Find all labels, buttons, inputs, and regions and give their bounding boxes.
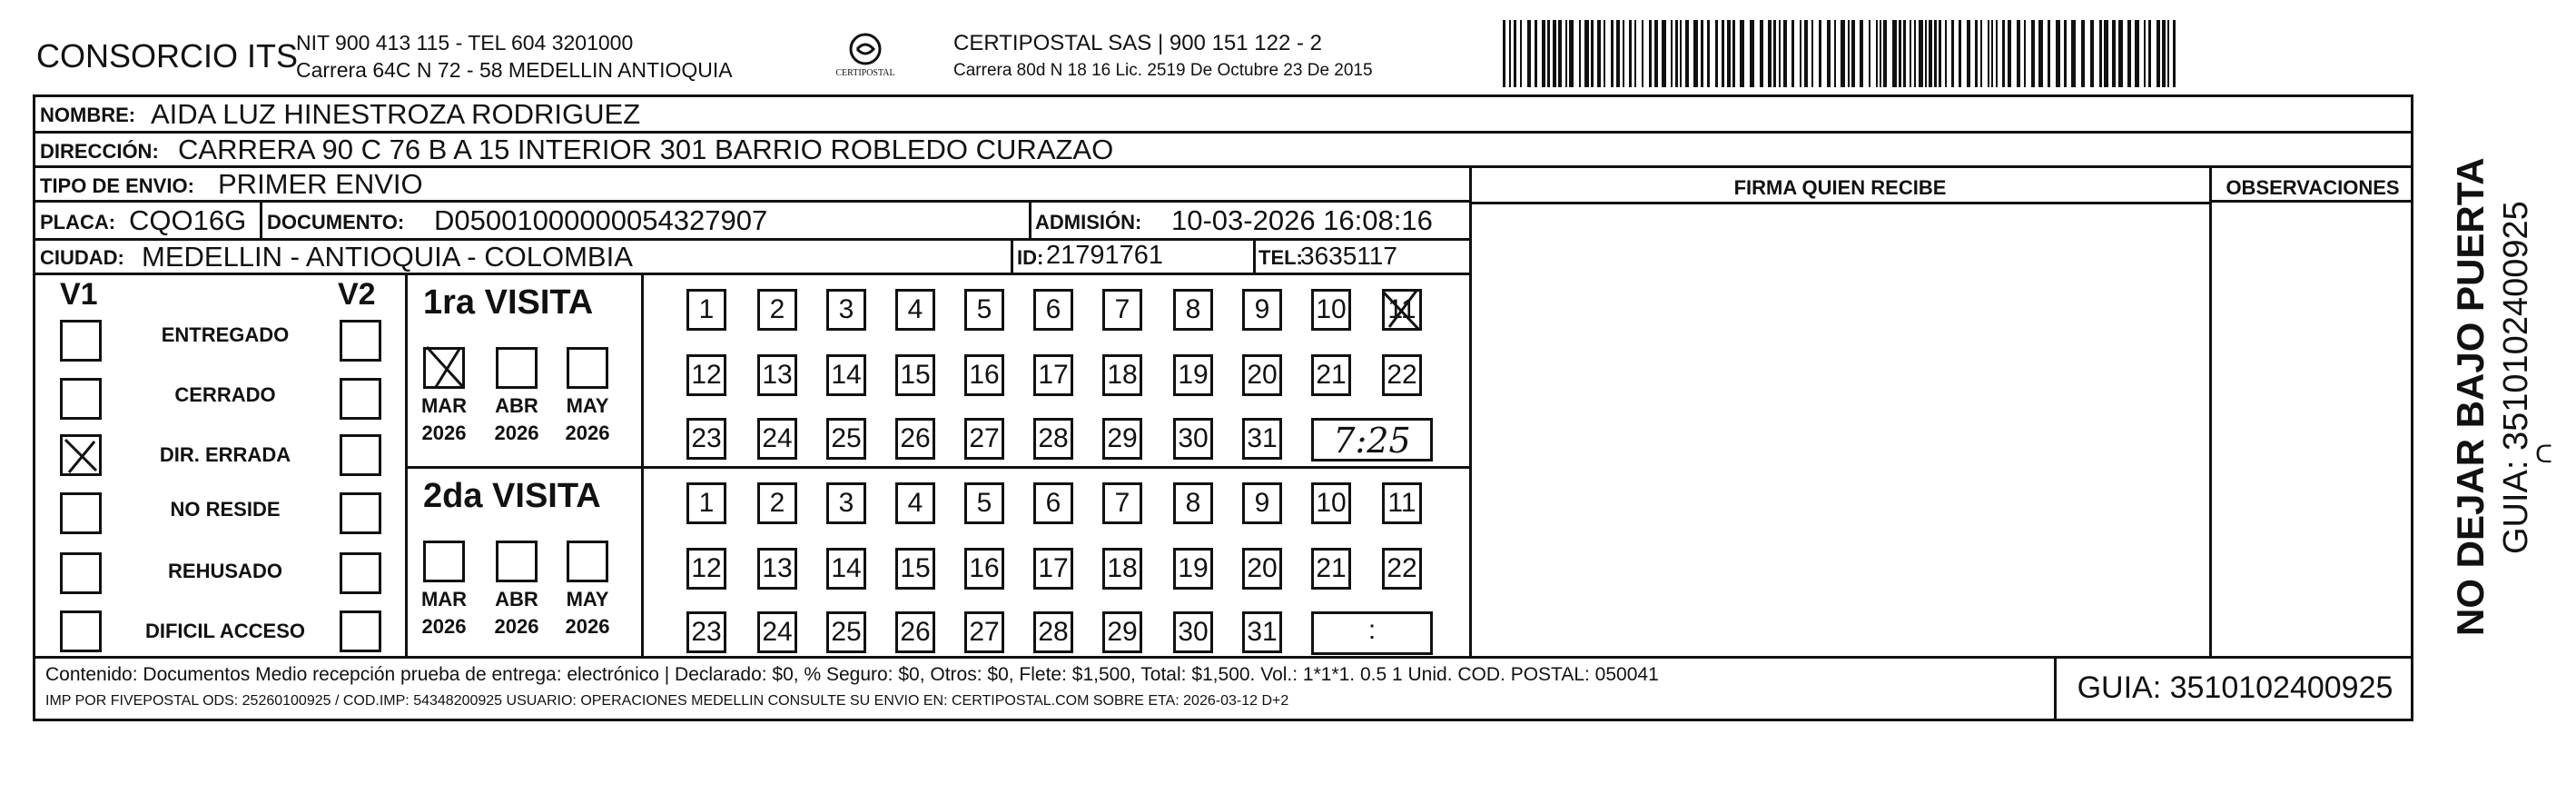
day-box[interactable]: 20 <box>1242 548 1282 590</box>
day-box[interactable]: 25 <box>826 418 866 460</box>
status-reason-label: REHUSADO <box>168 560 282 582</box>
time-value: 7:25 <box>1333 421 1411 461</box>
tipo-envio-label: TIPO DE ENVIO: <box>40 174 194 197</box>
logo-text: CERTIPOSTAL <box>835 68 895 78</box>
tel-value: 3635117 <box>1300 242 1397 270</box>
month-label: MAR <box>420 588 468 610</box>
v1-check-mark <box>60 434 102 476</box>
company-name: CONSORCIO ITS <box>36 37 299 74</box>
day-box[interactable]: 31 <box>1242 611 1282 653</box>
observaciones-header: OBSERVACIONES <box>2226 176 2400 199</box>
year-label: 2026 <box>565 422 610 444</box>
day-box[interactable]: 17 <box>1033 548 1073 590</box>
day-box[interactable]: 11 <box>1382 482 1422 524</box>
ciudad-label: CIUDAD: <box>40 246 124 269</box>
carrier-address: Carrera 80d N 18 16 Lic. 2519 De Octubre 23 De 2015 <box>953 61 1373 80</box>
day-box[interactable]: 14 <box>826 548 866 590</box>
status-reason-label: ENTREGADO <box>161 323 290 346</box>
documento-label: DOCUMENTO: <box>267 211 405 233</box>
day-box[interactable]: 19 <box>1173 548 1213 590</box>
day-box[interactable]: 12 <box>686 354 726 396</box>
company-address: Carrera 64C N 72 - 58 MEDELLIN ANTIOQUIA <box>296 58 733 82</box>
time-value: : <box>1367 615 1377 645</box>
status-reason-label: CERRADO <box>174 383 276 406</box>
year-label: 2026 <box>494 615 539 638</box>
v2-checkbox[interactable] <box>340 552 381 594</box>
day-box[interactable]: 25 <box>826 611 866 653</box>
footer-imp: IMP POR FIVEPOSTAL ODS: 25260100925 / COD.IMP: 54348200925 USUARIO: OPERACIONES MEDELLIN CONSULTE SU ENVIO EN: CERTIPOSTAL.COM SOBRE ETA: 2026-03-12 D+2 <box>45 693 1289 709</box>
v2-checkbox[interactable] <box>340 610 381 652</box>
day-box[interactable]: 24 <box>757 611 797 653</box>
barcode <box>1503 20 2184 87</box>
firma-header: FIRMA QUIEN RECIBE <box>1733 176 1947 199</box>
day-box[interactable]: 5 <box>964 482 1004 524</box>
day-box[interactable]: 30 <box>1173 611 1213 653</box>
month-check-mark <box>423 343 469 391</box>
status-reason-label: DIR. ERRADA <box>159 443 291 466</box>
day-box[interactable]: 5 <box>964 289 1004 331</box>
side-guia: GUIA: 3510102400925 <box>2497 201 2535 554</box>
day-box[interactable]: 18 <box>1102 548 1142 590</box>
day-box[interactable]: 2 <box>757 289 797 331</box>
month-label: MAY <box>566 394 609 417</box>
direccion-value: CARRERA 90 C 76 B A 15 INTERIOR 301 BARRIO ROBLEDO CURAZAO <box>178 134 1114 165</box>
v2-checkbox[interactable] <box>340 320 381 362</box>
placa-value: CQO16G <box>129 204 247 236</box>
month-checkbox[interactable] <box>567 347 608 389</box>
id-value: 21791761 <box>1046 241 1164 270</box>
side-notice: NO DEJAR BAJO PUERTA <box>2449 157 2492 636</box>
day-box[interactable]: 26 <box>895 418 935 460</box>
footer-guia: GUIA: 3510102400925 <box>2077 670 2393 705</box>
day-box[interactable]: 23 <box>686 611 726 653</box>
v1-checkbox[interactable] <box>60 552 102 594</box>
day-box[interactable]: 27 <box>964 611 1004 653</box>
day-box[interactable]: 8 <box>1173 482 1213 524</box>
day-box[interactable]: 17 <box>1033 354 1073 396</box>
v1-checkbox[interactable] <box>60 378 102 420</box>
month-checkbox[interactable] <box>496 541 538 582</box>
day-box[interactable]: 1 <box>686 289 726 331</box>
visit-title: 1ra VISITA <box>423 283 594 322</box>
v1-checkbox[interactable] <box>60 610 102 652</box>
day-box[interactable]: 20 <box>1242 354 1282 396</box>
day-box[interactable]: 1 <box>686 482 726 524</box>
day-box[interactable]: 22 <box>1382 354 1422 396</box>
day-box[interactable]: 9 <box>1242 482 1282 524</box>
certipostal-logo <box>834 31 897 85</box>
day-box[interactable]: 4 <box>895 482 935 524</box>
day-check-mark <box>1378 283 1427 334</box>
day-box[interactable]: 7 <box>1102 289 1142 331</box>
company-nit: NIT 900 413 115 - TEL 604 3201000 <box>296 31 634 55</box>
day-box[interactable]: 28 <box>1033 418 1073 460</box>
year-label: 2026 <box>494 422 539 444</box>
admision-value: 10-03-2026 16:08:16 <box>1171 204 1433 236</box>
year-label: 2026 <box>421 422 467 444</box>
day-box[interactable]: 12 <box>686 548 726 590</box>
v2-label: V2 <box>338 277 376 312</box>
month-label: MAR <box>420 394 468 417</box>
v1-checkbox[interactable] <box>60 492 102 534</box>
footer-content: Contenido: Documentos Medio recepción prueba de entrega: electrónico | Declarado: $0, % Seguro: $0, Otros: $0, Flete: $1,500, Total: $1,500. Vol.: 1*1*1. 0.5 1 Unid. COD. POSTAL: 050041 <box>45 664 1659 685</box>
year-label: 2026 <box>421 615 467 638</box>
day-box[interactable]: 3 <box>826 289 866 331</box>
ciudad-value: MEDELLIN - ANTIOQUIA - COLOMBIA <box>142 241 633 273</box>
day-box[interactable]: 6 <box>1033 482 1073 524</box>
month-checkbox[interactable] <box>423 541 465 582</box>
day-box[interactable]: 4 <box>895 289 935 331</box>
day-box[interactable]: 14 <box>826 354 866 396</box>
day-box[interactable]: 15 <box>895 354 935 396</box>
v2-checkbox[interactable] <box>340 434 381 476</box>
day-box[interactable]: 13 <box>757 354 797 396</box>
day-box[interactable]: 21 <box>1311 354 1351 396</box>
day-box[interactable]: 18 <box>1102 354 1142 396</box>
v2-checkbox[interactable] <box>340 378 381 420</box>
month-label: ABR <box>495 588 538 610</box>
visit-title: 2da VISITA <box>423 477 601 515</box>
day-box[interactable]: 13 <box>757 548 797 590</box>
day-box[interactable]: 22 <box>1382 548 1422 590</box>
day-box[interactable]: 3 <box>826 482 866 524</box>
tel-label: TEL: <box>1258 246 1303 269</box>
month-label: ABR <box>495 394 538 417</box>
placa-label: PLACA: <box>40 211 116 233</box>
nombre-label: NOMBRE: <box>40 104 136 126</box>
direccion-label: DIRECCIÓN: <box>40 140 159 163</box>
stray-mark: ᑕ <box>2535 442 2552 469</box>
day-box[interactable]: 24 <box>757 418 797 460</box>
day-box[interactable]: 16 <box>964 354 1004 396</box>
id-label: ID: <box>1017 246 1044 269</box>
admision-label: ADMISIÓN: <box>1035 211 1142 233</box>
month-checkbox[interactable] <box>496 347 538 389</box>
day-box[interactable]: 27 <box>964 418 1004 460</box>
day-box[interactable]: 7 <box>1102 482 1142 524</box>
day-box[interactable]: 21 <box>1311 548 1351 590</box>
day-box[interactable]: 26 <box>895 611 935 653</box>
day-box[interactable]: 8 <box>1173 289 1213 331</box>
day-box[interactable]: 16 <box>964 548 1004 590</box>
year-label: 2026 <box>565 615 610 638</box>
day-box[interactable]: 15 <box>895 548 935 590</box>
v1-checkbox[interactable] <box>60 320 102 362</box>
day-box[interactable]: 6 <box>1033 289 1073 331</box>
nombre-value: AIDA LUZ HINESTROZA RODRIGUEZ <box>151 98 641 130</box>
day-box[interactable]: 29 <box>1102 418 1142 460</box>
day-box[interactable]: 29 <box>1102 611 1142 653</box>
carrier-name: CERTIPOSTAL SAS | 900 151 122 - 2 <box>953 31 1322 55</box>
day-box[interactable]: 31 <box>1242 418 1282 460</box>
documento-value: D05001000000054327907 <box>434 204 768 236</box>
day-box[interactable]: 9 <box>1242 289 1282 331</box>
status-reason-label: NO RESIDE <box>170 498 281 521</box>
month-checkbox[interactable] <box>567 541 608 582</box>
status-reason-label: DIFICIL ACCESO <box>144 620 305 642</box>
day-box[interactable]: 10 <box>1311 289 1351 331</box>
tipo-envio-value: PRIMER ENVIO <box>218 168 423 200</box>
day-box[interactable]: 19 <box>1173 354 1213 396</box>
day-box[interactable]: 2 <box>757 482 797 524</box>
day-box[interactable]: 11 <box>1382 289 1422 331</box>
v2-checkbox[interactable] <box>340 492 381 534</box>
v1-label: V1 <box>60 277 98 312</box>
day-box[interactable]: 30 <box>1173 418 1213 460</box>
month-label: MAY <box>566 588 609 610</box>
day-box[interactable]: 10 <box>1311 482 1351 524</box>
day-box[interactable]: 23 <box>686 418 726 460</box>
day-box[interactable]: 28 <box>1033 611 1073 653</box>
